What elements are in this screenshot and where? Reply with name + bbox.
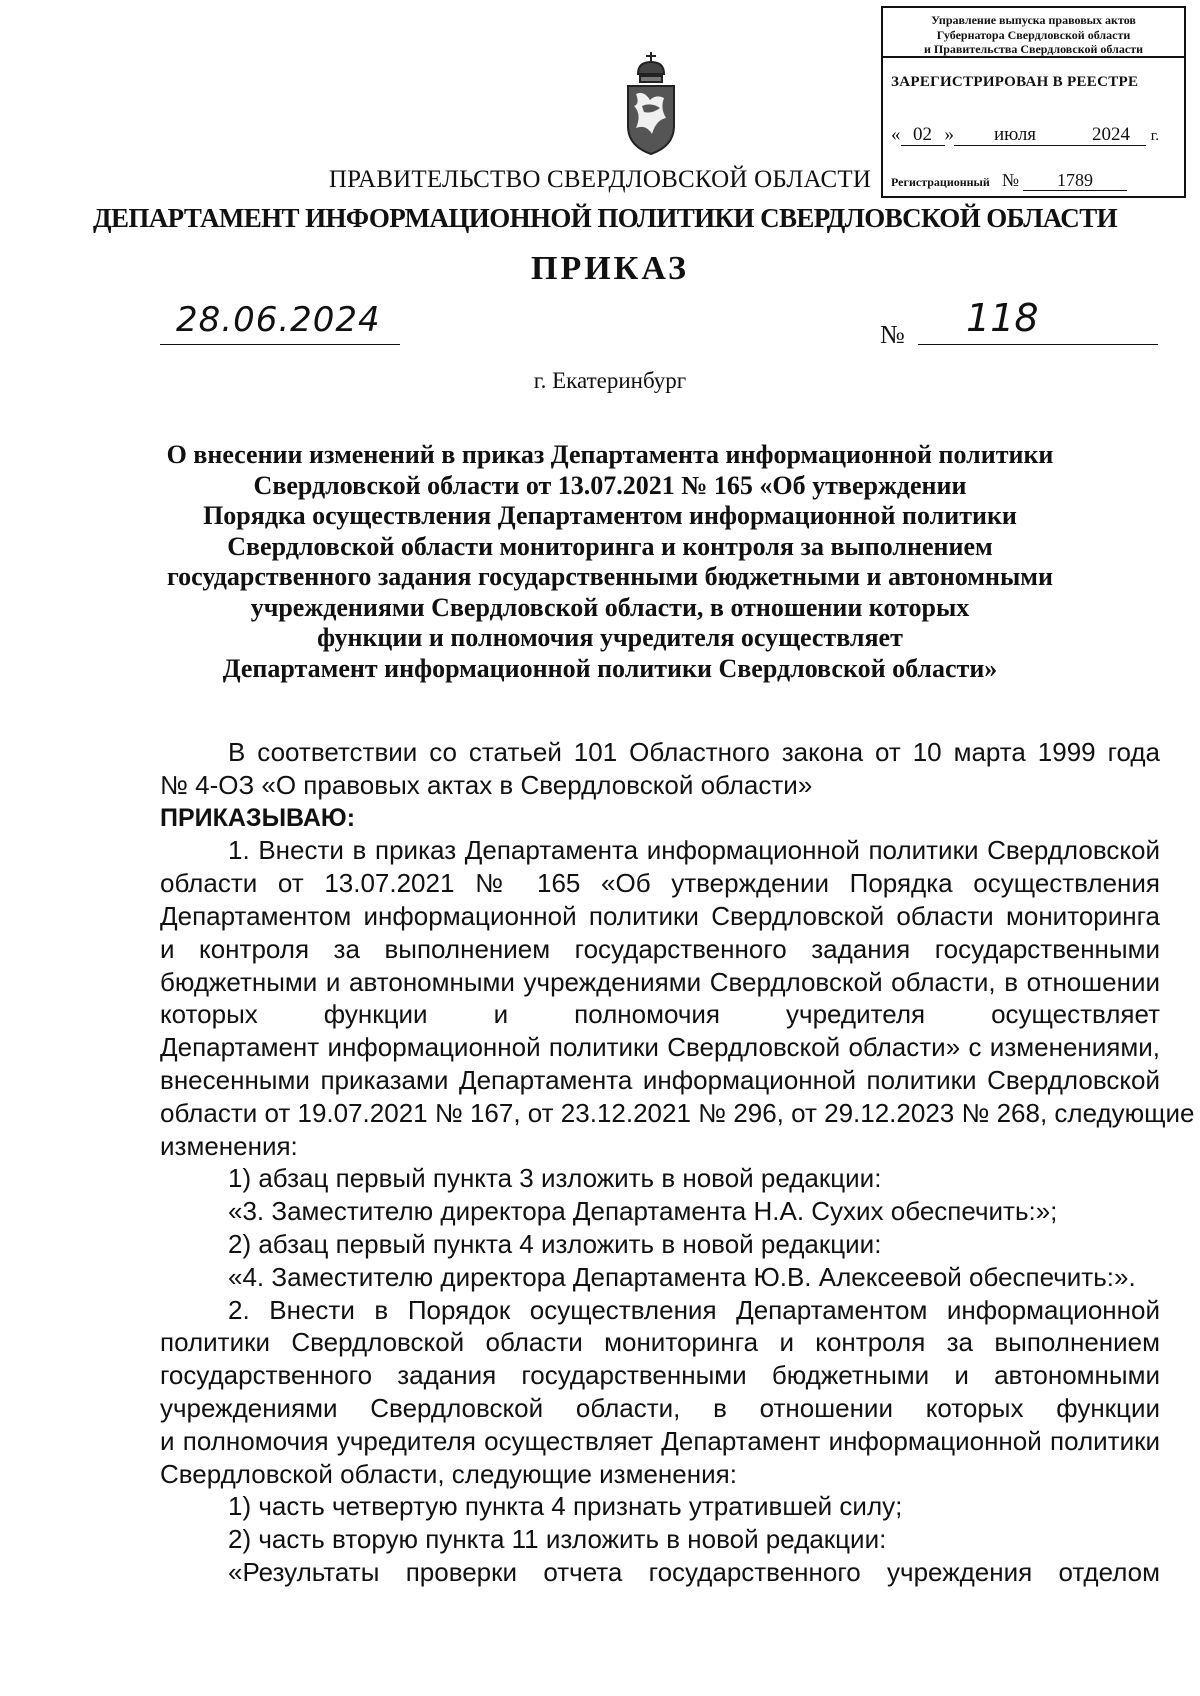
stamp-day: 02 xyxy=(901,125,945,146)
city: г. Екатеринбург xyxy=(533,368,687,393)
handwritten-number: 118 xyxy=(966,296,1039,340)
stamp-header-line: и Правительства Свердловской области xyxy=(924,42,1143,56)
stamp-date xyxy=(891,124,1179,146)
stamp-year-suffix: г. xyxy=(1150,128,1159,144)
stamp-open-quote: « xyxy=(891,124,901,145)
body-line: Свердловской области, следующие изменения: xyxy=(160,1458,737,1489)
body-line: 1) абзац первый пункта 3 изложить в новой редакции: xyxy=(228,1163,882,1194)
body-line: «Результаты проверки отчета государственного учреждения отделом xyxy=(228,1556,1160,1587)
registration-stamp xyxy=(881,6,1186,198)
government-header: ПРАВИТЕЛЬСТВО СВЕРДЛОВСКОЙ ОБЛАСТИ xyxy=(328,166,872,193)
body-line: 1) часть четвертую пункта 4 признать утратившей силу; xyxy=(228,1491,903,1522)
stamp-year: 2024 xyxy=(1076,125,1146,146)
stamp-month: июля xyxy=(954,125,1076,146)
body-line: политики Свердловской области мониторинга и контроля за выполнением xyxy=(160,1327,1160,1358)
stamp-registered-label: ЗАРЕГИСТРИРОВАН В РЕЕСТРЕ xyxy=(891,74,1139,90)
body-line: и контроля за выполнением государственного задания государственными xyxy=(160,933,1160,964)
coat-of-arms-icon xyxy=(622,48,680,158)
stamp-reg-label: Регистрационный xyxy=(891,175,990,189)
body-line: изменения: xyxy=(160,1130,298,1161)
stamp-number-row xyxy=(891,170,1179,191)
body-line: Департаментом информационной политики Свердловской области мониторинга xyxy=(160,900,1160,931)
body-line: бюджетными и автономными учреждениями Свердловской области, в отношении xyxy=(160,966,1160,997)
body-line: «3. Заместителю директора Департамента Н.А. Сухих обеспечить:»; xyxy=(228,1196,1058,1227)
stamp-close-quote: » xyxy=(944,124,954,145)
number-underline xyxy=(918,344,1158,345)
stamp-header xyxy=(883,8,1184,58)
department-header: ДЕПАРТАМЕНТ ИНФОРМАЦИОННОЙ ПОЛИТИКИ СВЕРДЛОВСКОЙ ОБЛАСТИ xyxy=(92,203,1118,233)
title-line: Свердловской области мониторинга и контроля за выполнением xyxy=(227,531,993,561)
body-line: внесенными приказами Департамента информационной политики Свердловской xyxy=(160,1064,1160,1095)
title-line: О внесении изменений в приказ Департамента информационной политики xyxy=(166,440,1054,469)
body-line: «4. Заместителю директора Департамента Ю.В. Алексеевой обеспечить:». xyxy=(228,1261,1136,1292)
title-line: функции и полномочия учредителя осуществляет xyxy=(317,623,903,652)
title-line: Свердловской области от 13.07.2021 № 165 «Об утверждении xyxy=(253,470,967,500)
number-sign: № xyxy=(880,320,905,349)
body-line: 2) абзац первый пункта 4 изложить в новой редакции: xyxy=(228,1228,882,1259)
body-line: области от 13.07.2021 № 165 «Об утверждении Порядка осуществления xyxy=(160,868,1160,899)
government-header-clip xyxy=(300,160,884,200)
body-line: и полномочия учредителя осуществляет Департамент информационной политики xyxy=(160,1425,1160,1456)
body-line: 1. Внести в приказ Департамента информационной политики Свердловской xyxy=(228,835,1160,866)
order-keyword: ПРИКАЗЫВАЮ: xyxy=(160,803,356,832)
stamp-header-line: Губернатора Свердловской области xyxy=(936,27,1131,42)
document-body xyxy=(160,736,1195,1589)
handwritten-date: 28.06.2024 xyxy=(176,300,381,340)
body-line: 2. Внести в Порядок осуществления Департаментом информационной xyxy=(228,1294,1160,1325)
date-underline xyxy=(160,344,400,345)
title-line: Порядка осуществления Департаментом информационной политики xyxy=(203,501,1017,530)
body-line: Департамент информационной политики Свердловской области» с изменениями, xyxy=(160,1032,1160,1063)
body-line: В соответствии со статьей 101 Областного закона от 10 марта 1999 года xyxy=(228,737,1160,767)
stamp-number-sign: № xyxy=(1001,170,1020,190)
stamp-header-line: Управление выпуска правовых актов xyxy=(931,13,1136,27)
stamp-reg-number: 1789 xyxy=(1023,170,1127,191)
document-title xyxy=(140,440,1080,684)
body-line: 2) часть вторую пункта 11 изложить в новой редакции: xyxy=(228,1524,887,1555)
body-line: государственного задания государственными бюджетными и автономными xyxy=(160,1360,1160,1391)
body-line: № 4-ОЗ «О правовых актах в Свердловской области» xyxy=(160,769,813,800)
body-line: учреждениями Свердловской области, в отношении которых функции xyxy=(160,1392,1160,1423)
title-line: учреждениями Свердловской области, в отношении которых xyxy=(250,592,970,622)
doc-type-title: ПРИКАЗ xyxy=(531,250,689,287)
body-line: которых функции и полномочия учредителя осуществляет xyxy=(160,999,1160,1030)
title-line: Департамент информационной политики Свердловской области» xyxy=(222,653,998,683)
title-line: государственного задания государственными бюджетными и автономными xyxy=(167,562,1053,591)
body-line: области от 19.07.2021 № 167, от 23.12.2021 № 296, от 29.12.2023 № 268, следующие xyxy=(160,1097,1195,1128)
